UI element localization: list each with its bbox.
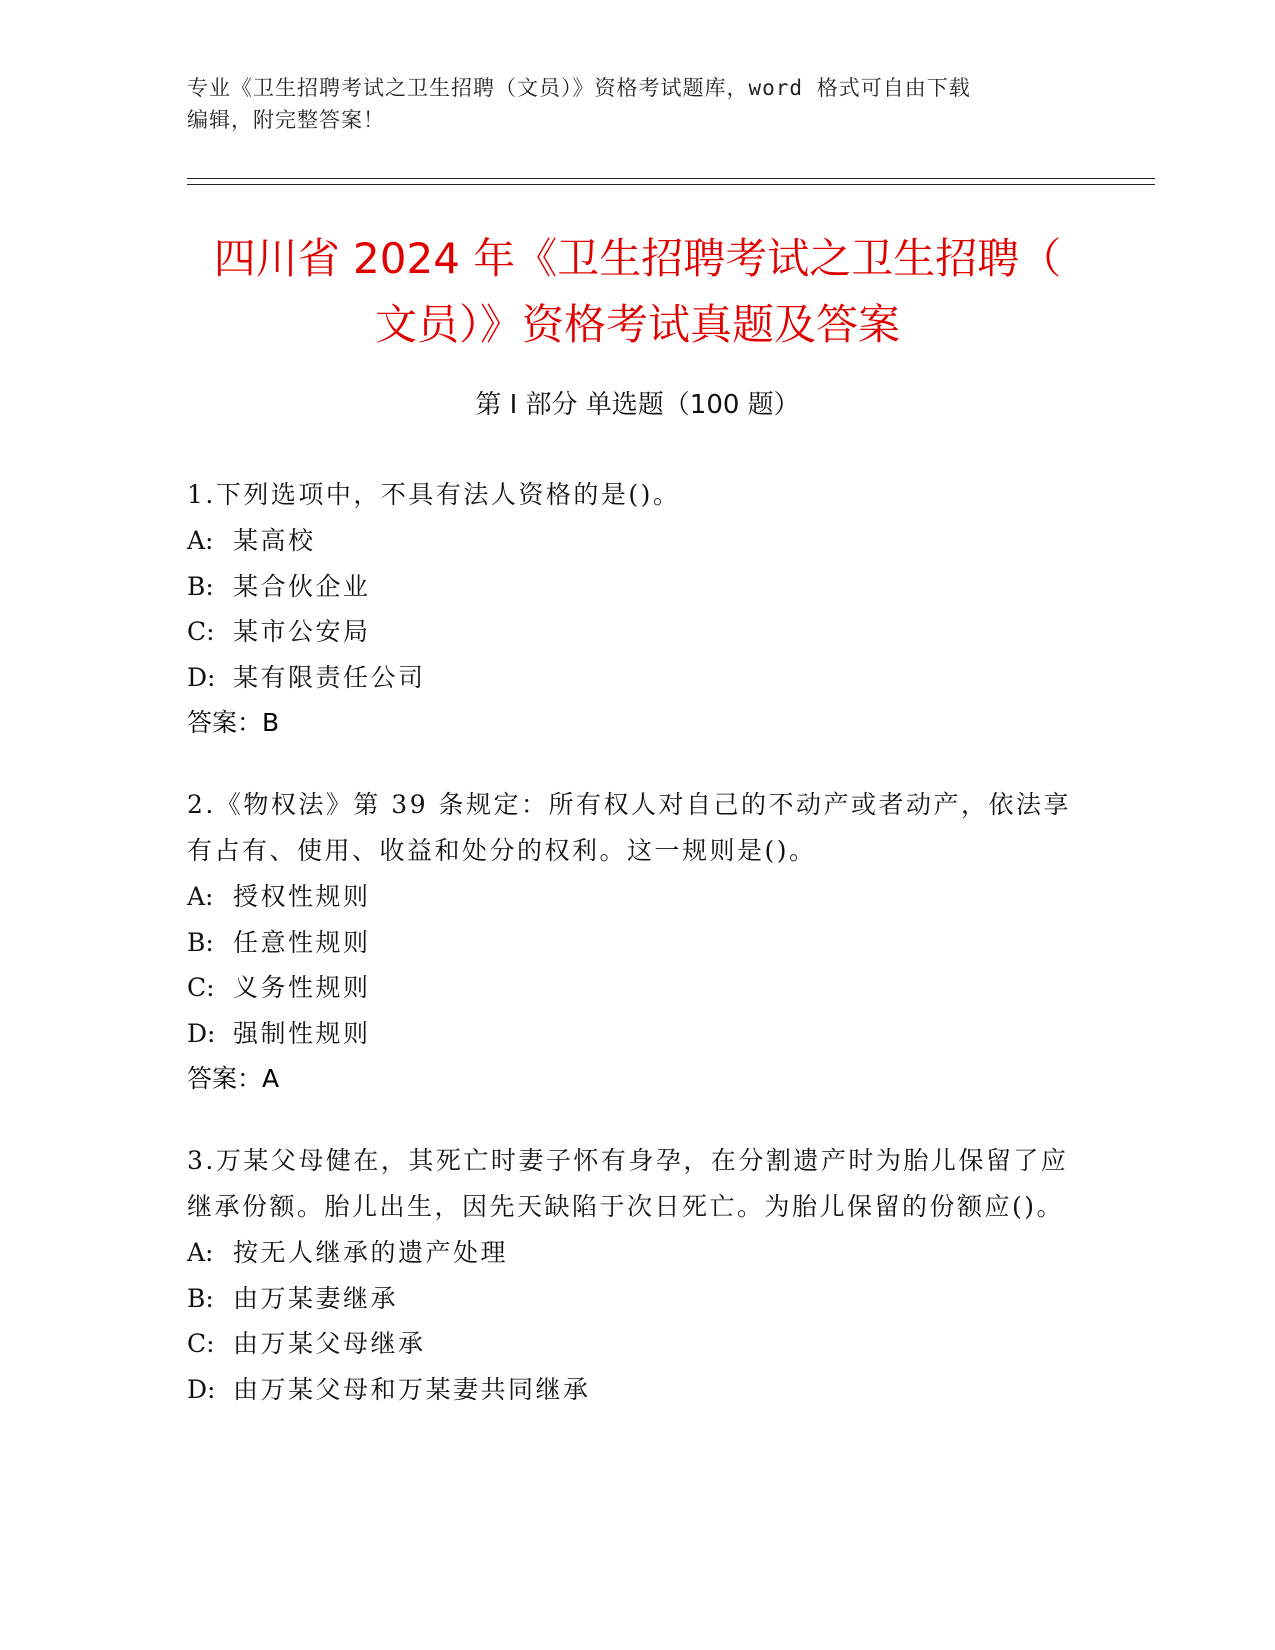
question-stem: 2.《物权法》第 39 条规定：所有权人对自己的不动产或者动产，依法享有占有、使用、收益和处分的权利。这一规则是()。 — [187, 790, 1072, 865]
option-key: C: — [187, 617, 215, 646]
document-title — [150, 226, 1125, 358]
header-divider-bottom — [187, 184, 1155, 185]
option-text: 强制性规则 — [233, 1018, 371, 1048]
question-1 — [187, 472, 1087, 746]
header-divider-top — [187, 178, 1155, 179]
header-note-line-2: 编辑，附完整答案！ — [187, 108, 385, 132]
question-stem: 1.下列选项中，不具有法人资格的是()。 — [187, 480, 681, 509]
option-c — [187, 1321, 1087, 1367]
option-key: C: — [187, 1329, 215, 1358]
option-key: A: — [187, 882, 214, 911]
option-text: 授权性规则 — [233, 882, 371, 911]
option-c — [187, 965, 1087, 1011]
option-b — [187, 564, 1087, 610]
option-key: B: — [187, 571, 214, 601]
option-key: D: — [187, 662, 216, 692]
option-d — [187, 655, 1087, 701]
option-text: 由万某父母和万某妻共同继承 — [233, 1374, 591, 1404]
option-key: B: — [187, 1283, 214, 1313]
question-3 — [187, 1138, 1087, 1412]
option-text: 某高校 — [233, 526, 316, 555]
option-text: 由万某父母继承 — [233, 1329, 426, 1358]
option-d — [187, 1367, 1087, 1413]
answer-line: 答案：A — [187, 1064, 280, 1093]
option-text: 由万某妻继承 — [233, 1283, 399, 1313]
option-a — [187, 518, 1087, 564]
document-title-line-1: 四川省 2024 年《卫生招聘考试之卫生招聘（ — [213, 234, 1062, 283]
option-b — [187, 920, 1087, 966]
question-stem: 3.万某父母健在，其死亡时妻子怀有身孕，在分割遗产时为胎儿保留了应继承份额。胎儿出生，因先天缺陷于次日死亡。为胎儿保留的份额应()。 — [187, 1146, 1069, 1221]
question-list — [187, 472, 1087, 1448]
question-2 — [187, 782, 1087, 1102]
section-title: 第 I 部分 单选题（100 题） — [475, 390, 800, 420]
option-text: 某市公安局 — [233, 617, 371, 646]
option-text: 某有限责任公司 — [233, 662, 426, 692]
option-d — [187, 1011, 1087, 1057]
option-b — [187, 1276, 1087, 1322]
option-text: 按无人继承的遗产处理 — [233, 1238, 509, 1267]
option-key: D: — [187, 1374, 216, 1404]
header-note — [187, 72, 1087, 136]
option-text: 任意性规则 — [233, 927, 371, 957]
option-a — [187, 874, 1087, 920]
option-key: C: — [187, 973, 215, 1002]
option-text: 某合伙企业 — [233, 571, 371, 601]
option-c — [187, 609, 1087, 655]
document-title-line-2: 文员）》资格考试真题及答案 — [374, 300, 900, 349]
option-text: 义务性规则 — [233, 973, 371, 1002]
option-key: B: — [187, 927, 214, 957]
answer-line: 答案：B — [187, 708, 280, 737]
option-key: A: — [187, 1238, 214, 1267]
option-a — [187, 1230, 1087, 1276]
header-note-line-1: 专业《卫生招聘考试之卫生招聘（文员）》资格考试题库，word 格式可自由下载 — [187, 76, 971, 100]
option-key: A: — [187, 526, 214, 555]
option-key: D: — [187, 1018, 216, 1048]
